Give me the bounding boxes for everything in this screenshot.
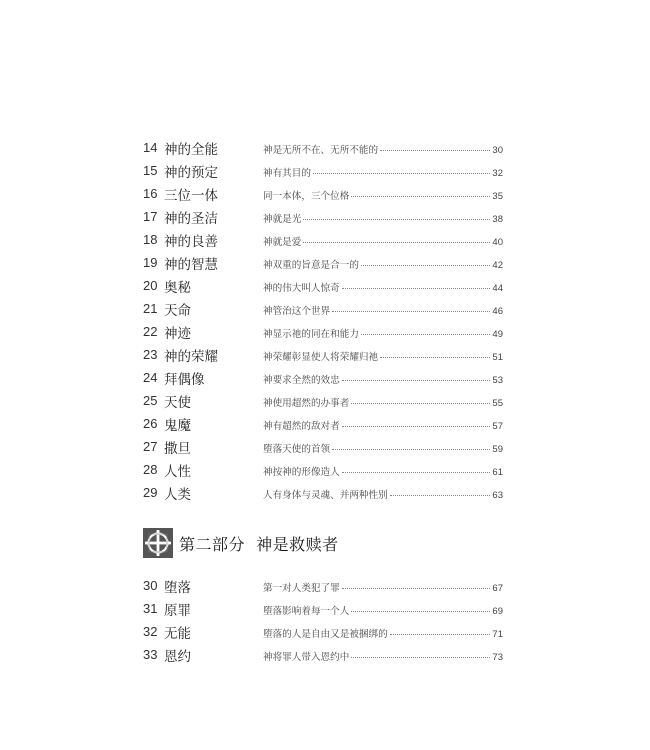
dot-leader [303,242,490,243]
toc-entry[interactable] [143,183,503,206]
chapter-title: 人性 [164,464,191,480]
toc-entry[interactable] [143,436,503,459]
toc-list-part-1 [143,137,503,505]
chapter-entry-line [263,303,503,317]
dot-leader [351,657,490,658]
page-number: 30 [492,145,503,156]
chapter-number: 16 [143,186,158,201]
page-number: 69 [492,606,503,617]
chapter-description: 神是无所不在、无所不能的 [263,145,379,156]
chapter-description: 神显示祂的同在和能力 [263,329,359,340]
page-number: 40 [492,237,503,248]
toc-entry[interactable] [143,252,503,275]
page-number: 35 [492,191,503,202]
chapter-number: 19 [143,255,158,270]
chapter-entry-line [263,441,503,455]
chapter-number: 20 [143,278,158,293]
chapter-description: 神管治这个世界 [263,306,331,317]
chapter-entry-line [263,188,503,202]
page-number: 71 [492,629,503,640]
chapter-entry-line [263,418,503,432]
chapter-title: 撒旦 [164,441,191,457]
toc-entry[interactable] [143,598,503,621]
chapter-number: 22 [143,324,158,339]
chapter-number: 23 [143,347,158,362]
chapter-entry-line [263,464,503,478]
page-number: 38 [492,214,503,225]
dot-leader [342,588,491,589]
chapter-title: 神的圣洁 [164,211,218,227]
chapter-title: 神的智慧 [164,257,218,273]
chapter-description: 神使用超然的办事者 [263,398,350,409]
chapter-number: 18 [143,232,158,247]
toc-entry[interactable] [143,344,503,367]
chapter-title: 天使 [164,395,191,411]
chapter-title: 三位一体 [164,188,218,204]
chapter-entry-line [263,372,503,386]
dot-leader [380,357,490,358]
dot-leader [342,288,491,289]
chapter-entry-line [263,211,503,225]
toc-entry[interactable] [143,160,503,183]
chapter-entry-line [263,395,503,409]
chapter-description: 神就是光 [263,214,302,225]
chapter-entry-line [263,257,503,271]
chapter-number: 29 [143,485,158,500]
chapter-title: 奥秘 [164,280,191,296]
chapter-number: 14 [143,140,158,155]
dot-leader [342,426,491,427]
dot-leader [332,449,490,450]
chapter-entry-line [263,234,503,248]
page-number: 49 [492,329,503,340]
chapter-description: 堕落的人是自由又是被捆绑的 [263,629,388,640]
chapter-entry-line [263,487,503,501]
page-number: 53 [492,375,503,386]
page-number: 46 [492,306,503,317]
toc-entry[interactable] [143,321,503,344]
chapter-title: 堕落 [164,580,191,596]
dot-leader [361,334,490,335]
chapter-description: 同一本体，三个位格 [263,191,350,202]
toc-entry[interactable] [143,459,503,482]
dot-leader [313,173,490,174]
dot-leader [332,311,490,312]
page-number: 51 [492,352,503,363]
section-header [143,528,339,558]
chapter-number: 30 [143,578,158,593]
chapter-entry-line [263,626,503,640]
chapter-title: 神的全能 [164,142,218,158]
chapter-entry-line [263,280,503,294]
toc-entry[interactable] [143,367,503,390]
toc-entry[interactable] [143,644,503,667]
chapter-entry-line [263,649,503,663]
toc-entry[interactable] [143,482,503,505]
chapter-description: 神就是爱 [263,237,302,248]
chapter-description: 神要求全然的效忠 [263,375,340,386]
toc-entry[interactable] [143,575,503,598]
toc-entry[interactable] [143,137,503,160]
chapter-number: 27 [143,439,158,454]
toc-entry[interactable] [143,229,503,252]
page-number: 32 [492,168,503,179]
chapter-number: 15 [143,163,158,178]
chapter-number: 32 [143,624,158,639]
chapter-description: 神将罪人带入恩约中 [263,652,350,663]
chapter-entry-line [263,326,503,340]
page-number: 63 [492,490,503,501]
dot-leader [361,265,490,266]
chapter-description: 堕落天使的首领 [263,444,331,455]
toc-entry[interactable] [143,275,503,298]
page-number: 73 [492,652,503,663]
chapter-description: 神有其目的 [263,168,311,179]
chapter-description: 神按神的形像造人 [263,467,340,478]
chapter-number: 33 [143,647,158,662]
chapter-title: 无能 [164,626,191,642]
dot-leader [351,196,490,197]
page-number: 55 [492,398,503,409]
crosshair-cross-icon [143,528,173,558]
chapter-title: 拜偶像 [164,372,205,388]
dot-leader [390,495,491,496]
toc-entry[interactable] [143,298,503,321]
section-title: 第二部分 神是救赎者 [179,534,339,554]
toc-entry[interactable] [143,206,503,229]
chapter-description: 人有身体与灵魂、并两种性别 [263,490,388,501]
chapter-description: 神的伟大叫人惊奇 [263,283,340,294]
chapter-entry-line [263,165,503,179]
chapter-number: 25 [143,393,158,408]
chapter-title: 原罪 [164,603,191,619]
toc-list-part-2 [143,575,503,667]
chapter-title: 神迹 [164,326,191,342]
chapter-entry-line [263,603,503,617]
page-number: 67 [492,583,503,594]
chapter-number: 21 [143,301,158,316]
page-number: 61 [492,467,503,478]
chapter-entry-line [263,349,503,363]
dot-leader [351,403,490,404]
chapter-number: 26 [143,416,158,431]
chapter-entry-line [263,580,503,594]
page-number: 44 [492,283,503,294]
chapter-description: 第一对人类犯了罪 [263,583,340,594]
dot-leader [380,150,490,151]
page-number: 59 [492,444,503,455]
chapter-title: 鬼魔 [164,418,191,434]
dot-leader [303,219,490,220]
chapter-number: 28 [143,462,158,477]
chapter-number: 24 [143,370,158,385]
dot-leader [390,634,491,635]
dot-leader [351,611,490,612]
chapter-number: 31 [143,601,158,616]
chapter-description: 堕落影响着每一个人 [263,606,350,617]
chapter-description: 神荣耀彰显使人将荣耀归祂 [263,352,379,363]
toc-entry[interactable] [143,413,503,436]
chapter-entry-line [263,142,503,156]
chapter-title: 神的预定 [164,165,218,181]
chapter-description: 神有超然的敌对者 [263,421,340,432]
dot-leader [342,380,491,381]
chapter-title: 神的良善 [164,234,218,250]
dot-leader [342,472,491,473]
chapter-title: 神的荣耀 [164,349,218,365]
chapter-title: 天命 [164,303,191,319]
toc-entry[interactable] [143,390,503,413]
chapter-number: 17 [143,209,158,224]
page-number: 57 [492,421,503,432]
chapter-title: 恩约 [164,649,191,665]
toc-entry[interactable] [143,621,503,644]
chapter-description: 神双重的旨意是合一的 [263,260,359,271]
page-number: 42 [492,260,503,271]
chapter-title: 人类 [164,487,191,503]
